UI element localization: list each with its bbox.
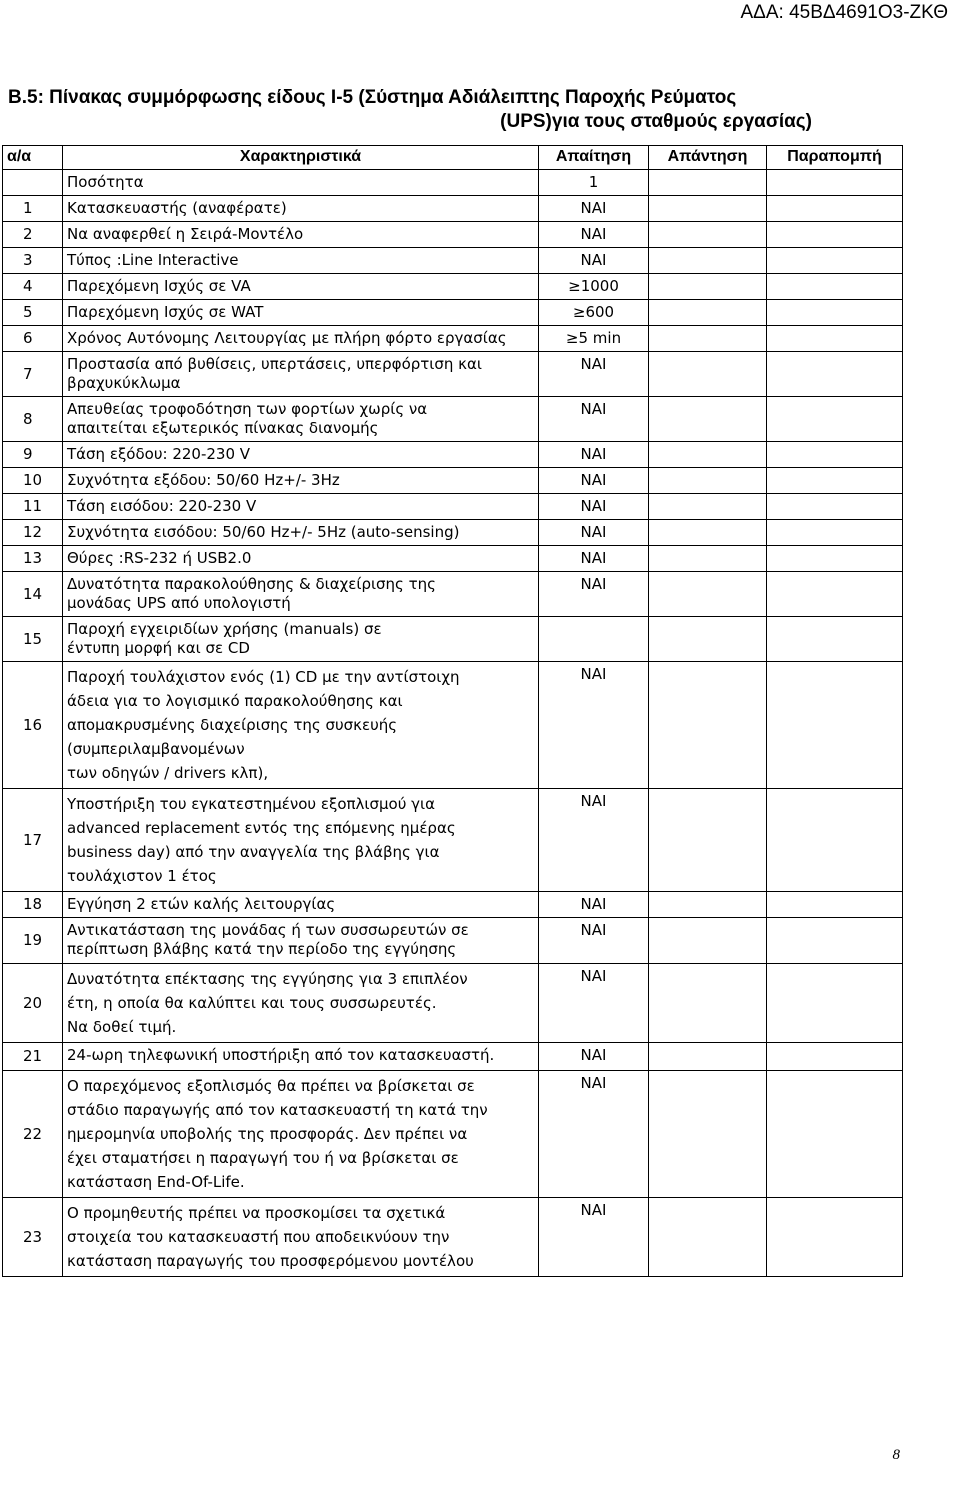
characteristic-line: Παροχή τουλάχιστον ενός (1) CD με την αντίστοιχη: [67, 668, 460, 686]
row-reference[interactable]: [767, 468, 903, 494]
table-row: [3, 274, 903, 300]
characteristic-line: Τάση εξόδου: 220-230 V: [67, 445, 251, 463]
row-characteristic: [63, 572, 539, 617]
row-characteristic: [63, 248, 539, 274]
characteristic-line: Παρεχόμενη Ισχύς σε WAT: [67, 303, 264, 321]
row-reference[interactable]: [767, 892, 903, 918]
row-characteristic: [63, 494, 539, 520]
characteristic-line: απαιτείται εξωτερικός πίνακας διανομής: [67, 419, 379, 437]
row-characteristic: [63, 1071, 539, 1198]
characteristic-line: έχει σταματήσει η παραγωγή του ή να βρίσκεται σε: [67, 1149, 459, 1167]
row-characteristic: [63, 274, 539, 300]
title-line-1: Β.5: Πίνακας συμμόρφωσης είδους Ι-5 (Σύστημα Αδιάλειπτης Παροχής Ρεύματος: [8, 87, 737, 108]
row-reference[interactable]: [767, 546, 903, 572]
table-row: [3, 662, 903, 789]
row-answer[interactable]: [649, 892, 767, 918]
row-characteristic: [63, 789, 539, 892]
characteristic-line: Ποσότητα: [67, 173, 144, 191]
characteristic-line: μονάδας UPS από υπολογιστή: [67, 594, 291, 612]
row-answer[interactable]: [649, 1198, 767, 1277]
characteristic-line: τουλάχιστον 1 έτος: [67, 867, 217, 885]
characteristic-line: Προστασία από βυθίσεις, υπερτάσεις, υπερφόρτιση και: [67, 355, 482, 373]
characteristic-line: Δυνατότητα παρακολούθησης & διαχείρισης της: [67, 575, 436, 593]
row-reference[interactable]: [767, 918, 903, 964]
characteristic-line: Να δοθεί τιμή.: [67, 1018, 177, 1036]
row-number: 23: [3, 1198, 63, 1277]
characteristic-line: Υποστήριξη του εγκατεστημένου εξοπλισμού για: [67, 795, 436, 813]
table-row: [3, 300, 903, 326]
row-requirement: ΝΑΙ: [539, 468, 649, 494]
row-reference[interactable]: [767, 662, 903, 789]
page-number: 8: [892, 1447, 900, 1463]
characteristic-line: Παροχή εγχειριδίων χρήσης (manuals) σε: [67, 620, 382, 638]
table-row: [3, 964, 903, 1043]
row-requirement: ΝΑΙ: [539, 222, 649, 248]
row-number: 1: [3, 196, 63, 222]
row-requirement: ≥5 min: [539, 326, 649, 352]
characteristic-line: έντυπη μορφή και σε CD: [67, 639, 250, 657]
table-row: [3, 222, 903, 248]
compliance-table: [2, 145, 903, 1277]
row-reference[interactable]: [767, 196, 903, 222]
row-characteristic: [63, 964, 539, 1043]
characteristic-line: Να αναφερθεί η Σειρά-Μοντέλο: [67, 225, 304, 243]
table-header-row: [3, 146, 903, 170]
row-requirement: ΝΑΙ: [539, 442, 649, 468]
characteristic-line: απομακρυσμένης διαχείρισης της συσκευής: [67, 716, 398, 734]
table-row: [3, 1198, 903, 1277]
title-line-2: (UPS)για τους σταθμούς εργασίας): [500, 111, 812, 132]
table-row: [3, 789, 903, 892]
row-answer[interactable]: [649, 617, 767, 662]
row-answer[interactable]: [649, 1071, 767, 1198]
row-characteristic: [63, 520, 539, 546]
ada-code: ΑΔΑ: 45ΒΔ4691Ο3-ΖΚΘ: [740, 2, 948, 23]
row-number: 18: [3, 892, 63, 918]
row-number: 3: [3, 248, 63, 274]
row-number: 7: [3, 352, 63, 397]
header-characteristics: Χαρακτηριστικά: [63, 146, 539, 170]
row-reference[interactable]: [767, 274, 903, 300]
row-answer[interactable]: [649, 918, 767, 964]
table-body: [3, 170, 903, 1277]
row-reference[interactable]: [767, 397, 903, 442]
row-answer[interactable]: [649, 789, 767, 892]
row-characteristic: [63, 1198, 539, 1277]
characteristic-line: Απευθείας τροφοδότηση των φορτίων χωρίς να: [67, 400, 428, 418]
row-requirement: ΝΑΙ: [539, 918, 649, 964]
row-characteristic: [63, 662, 539, 789]
row-number: 19: [3, 918, 63, 964]
row-number: 5: [3, 300, 63, 326]
row-number: 10: [3, 468, 63, 494]
table-row: [3, 918, 903, 964]
row-reference[interactable]: [767, 494, 903, 520]
row-requirement: ΝΑΙ: [539, 789, 649, 892]
characteristic-line: κατάσταση End-Of-Life.: [67, 1173, 245, 1191]
table-row: [3, 326, 903, 352]
header-answer: Απάντηση: [649, 146, 767, 170]
characteristic-line: Συχνότητα εξόδου: 50/60 Hz+/- 3Hz: [67, 471, 340, 489]
table-row: [3, 617, 903, 662]
row-requirement: ΝΑΙ: [539, 520, 649, 546]
table-row: [3, 468, 903, 494]
header-requirement: Απαίτηση: [539, 146, 649, 170]
row-reference[interactable]: [767, 1043, 903, 1071]
row-number: 14: [3, 572, 63, 617]
characteristic-line: Τάση εισόδου: 220-230 V: [67, 497, 257, 515]
characteristic-line: advanced replacement εντός της επόμενης ημέρας: [67, 819, 456, 837]
row-answer[interactable]: [649, 326, 767, 352]
row-answer[interactable]: [649, 964, 767, 1043]
row-answer[interactable]: [649, 248, 767, 274]
row-characteristic: [63, 300, 539, 326]
row-answer[interactable]: [649, 170, 767, 196]
characteristic-line: περίπτωση βλάβης κατά την περίοδο της εγγύησης: [67, 940, 457, 958]
row-characteristic: [63, 196, 539, 222]
row-requirement: ΝΑΙ: [539, 572, 649, 617]
row-characteristic: [63, 546, 539, 572]
table-row: [3, 248, 903, 274]
row-number: 21: [3, 1043, 63, 1071]
row-requirement: ΝΑΙ: [539, 352, 649, 397]
table-row: [3, 352, 903, 397]
characteristic-line: έτη, η οποία θα καλύπτει και τους συσσωρευτές.: [67, 994, 437, 1012]
row-number: 20: [3, 964, 63, 1043]
row-requirement: ≥600: [539, 300, 649, 326]
characteristic-line: στοιχεία του κατασκευαστή που αποδεικνύουν την: [67, 1228, 450, 1246]
header-aa: α/α: [3, 146, 63, 170]
table-row: [3, 520, 903, 546]
row-reference[interactable]: [767, 170, 903, 196]
characteristic-line: Χρόνος Αυτόνομης Λειτουργίας με πλήρη φόρτο εργασίας: [67, 329, 507, 347]
row-reference[interactable]: [767, 248, 903, 274]
row-answer[interactable]: [649, 494, 767, 520]
row-number: 4: [3, 274, 63, 300]
row-characteristic: [63, 170, 539, 196]
row-number: [3, 170, 63, 196]
characteristic-line: ημερομηνία υποβολής της προσφοράς. Δεν πρέπει να: [67, 1125, 468, 1143]
table-row: [3, 1071, 903, 1198]
row-requirement: ΝΑΙ: [539, 1043, 649, 1071]
characteristic-line: Ο προμηθευτής πρέπει να προσκομίσει τα σχετικά: [67, 1204, 446, 1222]
row-reference[interactable]: [767, 964, 903, 1043]
header-reference: Παραπομπή: [767, 146, 903, 170]
row-characteristic: [63, 1043, 539, 1071]
row-reference[interactable]: [767, 352, 903, 397]
row-reference[interactable]: [767, 1198, 903, 1277]
characteristic-line: business day) από την αναγγελία της βλάβης για: [67, 843, 440, 861]
characteristic-line: στάδιο παραγωγής από τον κατασκευαστή τη κατά την: [67, 1101, 488, 1119]
row-number: 12: [3, 520, 63, 546]
row-answer[interactable]: [649, 352, 767, 397]
row-number: 11: [3, 494, 63, 520]
table-row: [3, 442, 903, 468]
table-row: [3, 494, 903, 520]
row-answer[interactable]: [649, 274, 767, 300]
row-answer[interactable]: [649, 1043, 767, 1071]
characteristic-line: Θύρες :RS-232 ή USB2.0: [67, 549, 252, 567]
row-characteristic: [63, 918, 539, 964]
row-answer[interactable]: [649, 300, 767, 326]
characteristic-line: των οδηγών / drivers κλπ),: [67, 764, 269, 782]
row-characteristic: [63, 617, 539, 662]
row-characteristic: [63, 442, 539, 468]
characteristic-line: Τύπος :Line Interactive: [67, 251, 239, 269]
row-requirement: ΝΑΙ: [539, 196, 649, 222]
row-characteristic: [63, 468, 539, 494]
characteristic-line: βραχυκύκλωμα: [67, 374, 181, 392]
row-number: 8: [3, 397, 63, 442]
row-reference[interactable]: [767, 617, 903, 662]
row-answer[interactable]: [649, 442, 767, 468]
row-characteristic: [63, 892, 539, 918]
row-number: 15: [3, 617, 63, 662]
row-requirement: 1: [539, 170, 649, 196]
table-row: [3, 1043, 903, 1071]
table-row: [3, 170, 903, 196]
row-requirement: ΝΑΙ: [539, 494, 649, 520]
row-requirement: ΝΑΙ: [539, 546, 649, 572]
row-characteristic: [63, 397, 539, 442]
row-number: 17: [3, 789, 63, 892]
row-answer[interactable]: [649, 662, 767, 789]
document-title: [8, 86, 952, 134]
row-characteristic: [63, 326, 539, 352]
characteristic-line: Αντικατάσταση της μονάδας ή των συσσωρευτών σε: [67, 921, 469, 939]
row-requirement: ΝΑΙ: [539, 248, 649, 274]
characteristic-line: κατάσταση παραγωγής του προσφερόμενου μοντέλου: [67, 1252, 474, 1270]
row-reference[interactable]: [767, 326, 903, 352]
characteristic-line: (συμπεριλαμβανομένων: [67, 740, 245, 758]
row-requirement: ΝΑΙ: [539, 964, 649, 1043]
row-number: 22: [3, 1071, 63, 1198]
characteristic-line: Παρεχόμενη Ισχύς σε VA: [67, 277, 251, 295]
row-reference[interactable]: [767, 442, 903, 468]
row-number: 16: [3, 662, 63, 789]
characteristic-line: Δυνατότητα επέκτασης της εγγύησης για 3 επιπλέον: [67, 970, 468, 988]
row-requirement: ΝΑΙ: [539, 397, 649, 442]
row-number: 6: [3, 326, 63, 352]
row-characteristic: [63, 352, 539, 397]
characteristic-line: Κατασκευαστής (αναφέρατε): [67, 199, 287, 217]
row-reference[interactable]: [767, 520, 903, 546]
row-number: 13: [3, 546, 63, 572]
row-requirement: ΝΑΙ: [539, 662, 649, 789]
row-number: 2: [3, 222, 63, 248]
row-reference[interactable]: [767, 1071, 903, 1198]
characteristic-line: άδεια για το λογισμικό παρακολούθησης και: [67, 692, 403, 710]
table-row: [3, 196, 903, 222]
row-requirement: ≥1000: [539, 274, 649, 300]
row-requirement: ΝΑΙ: [539, 892, 649, 918]
row-reference[interactable]: [767, 789, 903, 892]
row-answer[interactable]: [649, 222, 767, 248]
row-characteristic: [63, 222, 539, 248]
row-answer[interactable]: [649, 572, 767, 617]
characteristic-line: Εγγύηση 2 ετών καλής λειτουργίας: [67, 895, 336, 913]
row-requirement: [539, 617, 649, 662]
row-answer[interactable]: [649, 468, 767, 494]
row-number: 9: [3, 442, 63, 468]
table-row: [3, 546, 903, 572]
row-answer[interactable]: [649, 546, 767, 572]
row-answer[interactable]: [649, 196, 767, 222]
row-answer[interactable]: [649, 520, 767, 546]
row-reference[interactable]: [767, 300, 903, 326]
table-row: [3, 397, 903, 442]
characteristic-line: Συχνότητα εισόδου: 50/60 Hz+/- 5Hz (auto-sensing): [67, 523, 460, 541]
row-reference[interactable]: [767, 222, 903, 248]
row-requirement: ΝΑΙ: [539, 1198, 649, 1277]
table-row: [3, 572, 903, 617]
row-answer[interactable]: [649, 397, 767, 442]
characteristic-line: Ο παρεχόμενος εξοπλισμός θα πρέπει να βρίσκεται σε: [67, 1077, 475, 1095]
table-row: [3, 892, 903, 918]
row-requirement: ΝΑΙ: [539, 1071, 649, 1198]
characteristic-line: 24-ωρη τηλεφωνική υποστήριξη από τον κατασκευαστή.: [67, 1046, 495, 1064]
row-reference[interactable]: [767, 572, 903, 617]
